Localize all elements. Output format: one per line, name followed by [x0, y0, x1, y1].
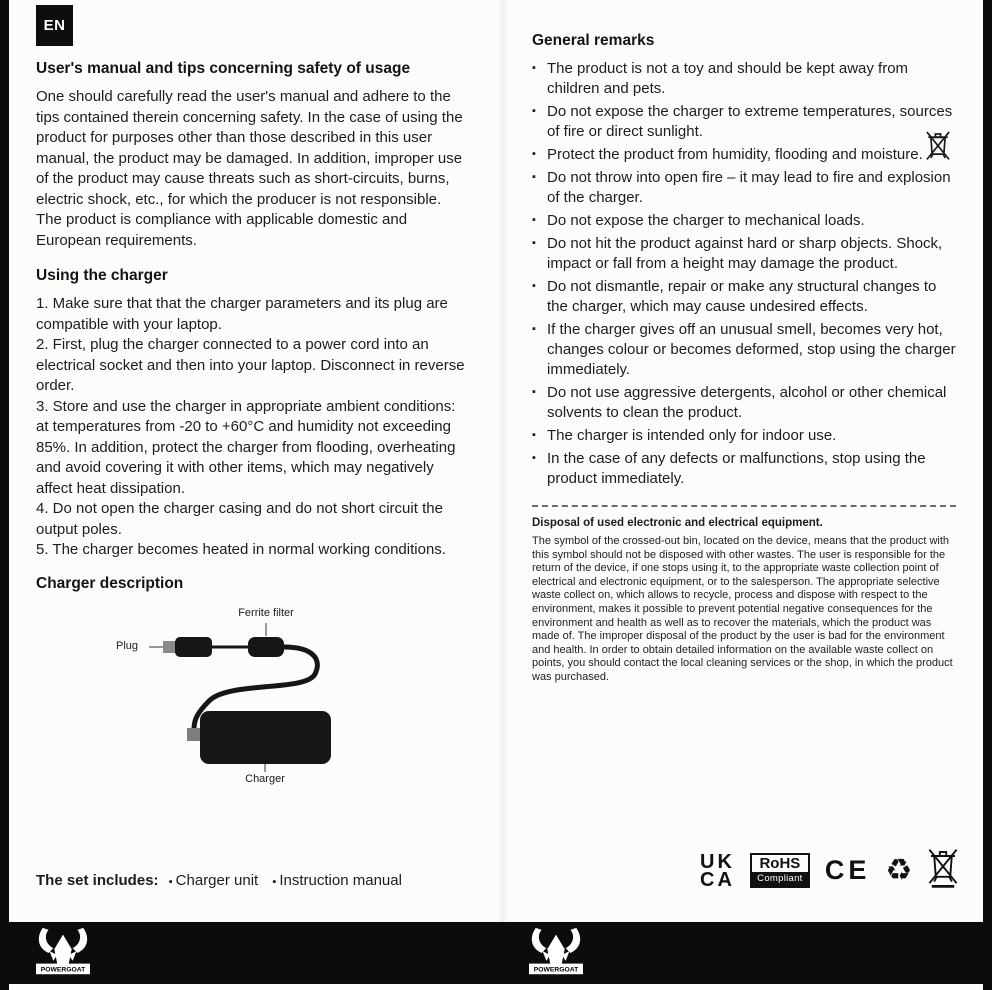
weee-bin-icon: [927, 847, 959, 894]
powergoat-logo: [527, 926, 585, 980]
remark-item: ▪ Do not use aggressive detergents, alcohol or other chemical solvents to clean the product.: [532, 383, 956, 423]
dashed-divider: [532, 505, 956, 507]
rohs-sub-label: Compliant: [752, 872, 808, 886]
remark-item: ▪ Do not dismantle, repair or make any structural changes to the charger, which may cause undesired effects.: [532, 277, 956, 317]
charger-label: Charger: [245, 772, 285, 785]
set-item: ▪ Charger unit: [169, 872, 259, 889]
ce-mark: CE: [824, 855, 871, 885]
rohs-mark: [750, 853, 810, 888]
step-item: 4. Do not open the charger casing and do not short circuit the output poles.: [36, 500, 443, 538]
footer-band: [0, 922, 992, 984]
remark-item: ▪ Do not expose the charger to mechanical loads.: [532, 211, 956, 231]
remark-item: ▪ If the charger gives off an unusual smell, becomes very hot, changes colour or becomes deformed, stop using the charger immediately.: [532, 320, 956, 380]
using-charger-steps: [36, 294, 470, 561]
certification-marks: [700, 847, 959, 894]
powergoat-logo: [34, 926, 92, 980]
manual-intro-paragraph: One should carefully read the user's manual and adhere to the tips contained therein concerning safety. In the case of using the product for purposes other than those described in this user manual, the product may be damaged. In addition, improper use of the product may cause threats such as short-circuits, burns, electric shock, etc., for which the producer is not responsible. The product is compliance with applicable domestic and European requirements.: [36, 88, 463, 249]
remark-item: ▪ The product is not a toy and should be kept away from children and pets.: [532, 59, 956, 99]
recycle-icon: ♻: [885, 853, 913, 887]
right-edge-band: [983, 0, 992, 990]
language-badge-label: EN: [43, 17, 66, 34]
remark-item: ▪ Do not throw into open fire – it may lead to fire and explosion of the charger.: [532, 168, 956, 208]
remark-item: ▪ Protect the product from humidity, flooding and moisture.: [532, 145, 956, 165]
language-badge: [36, 5, 73, 46]
charger-diagram-art: [116, 607, 428, 785]
rohs-label: RoHS: [759, 855, 801, 872]
using-charger-heading: Using the charger: [36, 267, 168, 284]
charger-brick-shape: [200, 711, 331, 764]
charger-diagram: [116, 607, 428, 785]
ferrite-filter-shape: [248, 637, 284, 657]
left-edge-band: [0, 0, 9, 990]
remark-item: ▪ The charger is intended only for indoor use.: [532, 426, 956, 446]
right-column: [532, 32, 956, 685]
set-includes-line: [36, 872, 412, 889]
dc-connector-shape: [187, 728, 200, 741]
remark-item: ▪ Do not expose the charger to extreme temperatures, sources of fire or direct sunlight.: [532, 102, 956, 142]
step-item: 3. Store and use the charger in appropriate ambient conditions: at temperatures from -20 to +60°C and humidity not exceeding 85%. In addition, protect the charger from flooding, overheating and avoid covering it with other items, which may negatively affect heat dissipation.: [36, 397, 456, 497]
disposal-body: The symbol of the crossed-out bin, located on the device, means that the product with this symbol should not be disposed with other wastes. The user is responsible for the return of the device, if one stops using it, to the appropriate waste collection point of electrical and electronic equipment, or to the salesperson. The appropriate selective waste collect on, which allows to recycle, process and dispose with respect to the environment, makes it possible to prevent potential negative consequences for the environment and health as well as to recover the materials, which the product was made of. The improper disposal of the product by the user is bad for the environment and health. In order to obtain detailed information on the available waste collect on points, you should contact the local cleaning services or the shop, in which the product was purchased.: [532, 535, 953, 683]
weee-bin-margin-icon: [925, 128, 951, 171]
ukca-mark: [700, 850, 735, 891]
general-remarks-list: [532, 59, 956, 489]
manual-heading: User's manual and tips concerning safety of usage: [36, 60, 411, 77]
ferrite-filter-label: Ferrite filter: [238, 606, 294, 619]
remark-item: ▪ In the case of any defects or malfunctions, stop using the product immediately.: [532, 449, 956, 489]
set-item: ▪ Instruction manual: [272, 872, 402, 889]
charger-description-heading: Charger description: [36, 574, 184, 592]
powergoat-logo-text: POWERGOAT: [533, 966, 579, 974]
disposal-heading: Disposal of used electronic and electrical equipment.: [532, 517, 823, 529]
general-remarks-heading: General remarks: [532, 32, 655, 49]
plug-connector-shape: [163, 641, 175, 653]
page-fold-shadow: [498, 0, 508, 922]
left-column: [36, 60, 470, 789]
ukca-line2: CA: [700, 868, 735, 891]
plug-label: Plug: [116, 639, 139, 652]
step-item: 5. The charger becomes heated in normal working conditions.: [36, 541, 446, 558]
set-includes-label: The set includes:: [36, 872, 159, 889]
step-item: 2. First, plug the charger connected to a power cord into an electrical socket and then into your laptop. Disconnect in reverse order.: [36, 336, 465, 394]
ukca-line1: UK: [700, 850, 735, 873]
plug-body-shape: [175, 637, 212, 657]
step-item: 1. Make sure that that the charger parameters and its plug are compatible with your laptop.: [36, 295, 448, 333]
remark-item: ▪ Do not hit the product against hard or sharp objects. Shock, impact or fall from a height may damage the product.: [532, 234, 956, 274]
powergoat-logo-text: POWERGOAT: [40, 966, 86, 974]
